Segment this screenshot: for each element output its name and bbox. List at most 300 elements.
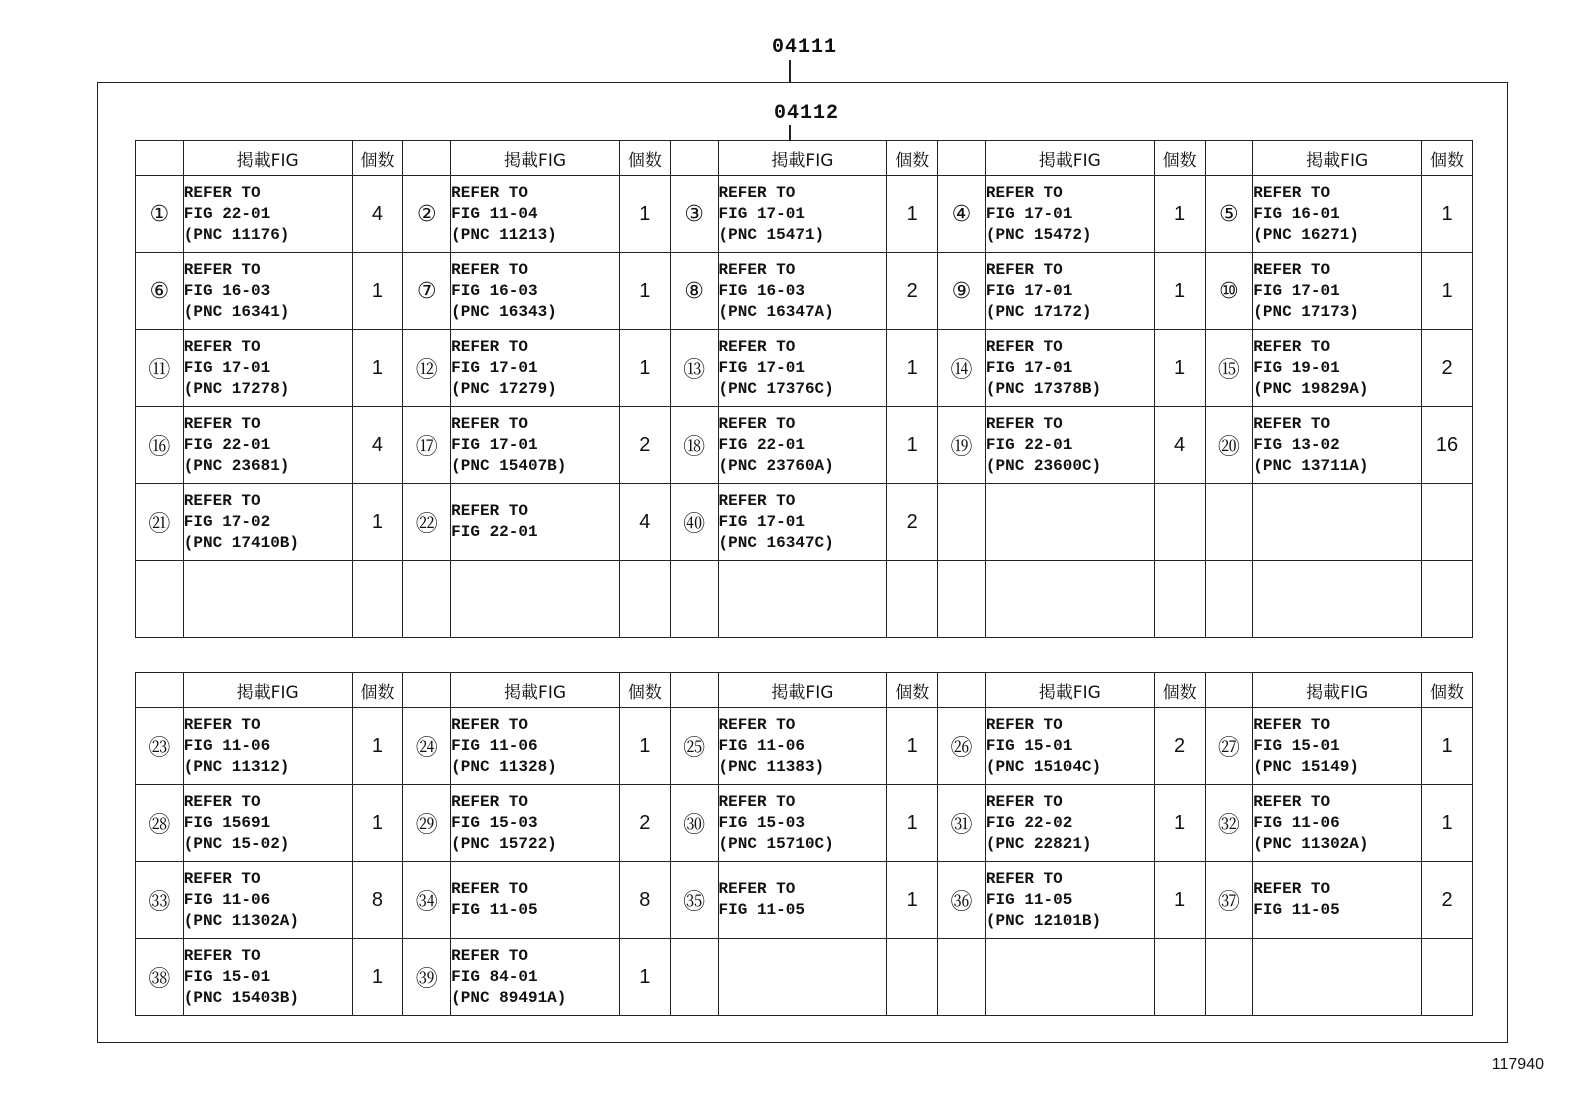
quantity: 1 xyxy=(1422,253,1473,330)
table-row xyxy=(136,862,1473,939)
quantity xyxy=(1154,939,1205,1016)
figure-reference xyxy=(985,785,1154,862)
reference-line: (PNC 16271) xyxy=(1253,225,1359,244)
reference-line: REFER TO xyxy=(1253,260,1331,279)
reference-line: REFER TO xyxy=(183,414,261,433)
figure-reference xyxy=(451,862,620,939)
figure-reference xyxy=(183,484,352,561)
header-blank xyxy=(670,673,718,708)
figure-reference xyxy=(183,785,352,862)
quantity: 2 xyxy=(1422,330,1473,407)
header-blank xyxy=(136,141,184,176)
header-blank xyxy=(670,141,718,176)
table-header-row xyxy=(136,673,1473,708)
figure-reference xyxy=(985,862,1154,939)
figure-reference xyxy=(183,561,352,638)
reference-line: FIG 17-01 xyxy=(985,204,1073,223)
header-blank xyxy=(938,673,986,708)
quantity: 2 xyxy=(1154,708,1205,785)
reference-line: REFER TO xyxy=(1253,715,1331,734)
item-number: ㉒ xyxy=(403,484,451,561)
reference-line: REFER TO xyxy=(451,183,528,202)
item-number: ㉛ xyxy=(938,785,986,862)
table-row xyxy=(136,785,1473,862)
item-number xyxy=(938,484,986,561)
reference-line: (PNC 22821) xyxy=(985,834,1092,853)
figure-reference xyxy=(985,484,1154,561)
reference-line: (PNC 11328) xyxy=(451,757,557,776)
reference-line: REFER TO xyxy=(183,946,261,965)
item-number: ㉞ xyxy=(403,862,451,939)
reference-line: (PNC 11383) xyxy=(718,757,825,776)
quantity: 1 xyxy=(619,939,670,1016)
figure-reference xyxy=(718,862,887,939)
quantity xyxy=(619,561,670,638)
reference-line: REFER TO xyxy=(985,183,1063,202)
reference-line: (PNC 15104C) xyxy=(985,757,1102,776)
reference-line: REFER TO xyxy=(451,715,528,734)
reference-line: REFER TO xyxy=(1253,183,1331,202)
header-fig: 掲載FIG xyxy=(451,673,620,708)
reference-line: (PNC 15407B) xyxy=(451,456,567,475)
item-number: ㉙ xyxy=(403,785,451,862)
quantity: 1 xyxy=(887,708,938,785)
reference-line: FIG 22-01 xyxy=(985,435,1073,454)
reference-line: (PNC 23760A) xyxy=(718,456,834,475)
reference-line: REFER TO xyxy=(718,792,796,811)
item-number: ㊲ xyxy=(1205,862,1253,939)
item-number: ㉓ xyxy=(136,708,184,785)
reference-line: REFER TO xyxy=(985,260,1063,279)
table-row xyxy=(136,484,1473,561)
quantity: 1 xyxy=(1422,785,1473,862)
reference-line: (PNC 17278) xyxy=(183,379,290,398)
item-number xyxy=(1205,939,1253,1016)
quantity: 8 xyxy=(352,862,403,939)
quantity: 1 xyxy=(352,330,403,407)
reference-line: FIG 17-02 xyxy=(183,512,271,531)
reference-line: REFER TO xyxy=(451,880,528,898)
header-qty: 個数 xyxy=(887,673,938,708)
figure-reference xyxy=(985,330,1154,407)
reference-line: (PNC 15149) xyxy=(1253,757,1359,776)
header-fig: 掲載FIG xyxy=(985,141,1154,176)
reference-line: (PNC 17378B) xyxy=(985,379,1102,398)
table-row xyxy=(136,253,1473,330)
quantity: 1 xyxy=(352,484,403,561)
figure-reference xyxy=(451,253,620,330)
reference-line: REFER TO xyxy=(985,414,1063,433)
figure-reference xyxy=(718,785,887,862)
reference-line: FIG 22-01 xyxy=(451,523,538,541)
table-row xyxy=(136,939,1473,1016)
item-number: ㉚ xyxy=(670,785,718,862)
figure-reference xyxy=(183,862,352,939)
figure-reference xyxy=(718,484,887,561)
quantity: 1 xyxy=(352,708,403,785)
figure-reference xyxy=(985,708,1154,785)
reference-line: (PNC 13711A) xyxy=(1253,456,1369,475)
header-blank xyxy=(136,673,184,708)
quantity: 1 xyxy=(1154,253,1205,330)
item-number: ① xyxy=(136,176,184,253)
reference-line: REFER TO xyxy=(451,337,528,356)
reference-line: (PNC 19829A) xyxy=(1253,379,1369,398)
item-number xyxy=(403,561,451,638)
reference-line: (PNC 89491A) xyxy=(451,988,567,1007)
quantity xyxy=(352,561,403,638)
header-qty: 個数 xyxy=(352,673,403,708)
quantity: 1 xyxy=(352,939,403,1016)
illustration-code: 117940 xyxy=(1491,1056,1544,1073)
item-number: ⑱ xyxy=(670,407,718,484)
quantity: 4 xyxy=(619,484,670,561)
figure-reference xyxy=(1253,939,1422,1016)
figure-reference xyxy=(1253,176,1422,253)
header-fig: 掲載FIG xyxy=(1253,141,1422,176)
quantity: 1 xyxy=(1154,862,1205,939)
reference-line: REFER TO xyxy=(985,869,1063,888)
reference-line: (PNC 17410B) xyxy=(183,533,299,552)
reference-line: (PNC 15472) xyxy=(985,225,1092,244)
reference-line: (PNC 12101B) xyxy=(985,911,1102,930)
reference-line: REFER TO xyxy=(985,792,1063,811)
header-qty: 個数 xyxy=(1154,141,1205,176)
quantity xyxy=(1422,561,1473,638)
reference-line: (PNC 17173) xyxy=(1253,302,1359,321)
quantity: 1 xyxy=(619,330,670,407)
reference-line: FIG 11-06 xyxy=(718,736,805,755)
figure-reference xyxy=(1253,484,1422,561)
figure-reference xyxy=(183,939,352,1016)
figure-reference xyxy=(183,253,352,330)
assembly-code-04112: 04112 xyxy=(774,102,840,125)
figure-reference xyxy=(1253,785,1422,862)
figure-reference xyxy=(718,939,887,1016)
item-number: ⑨ xyxy=(938,253,986,330)
item-number xyxy=(670,939,718,1016)
reference-line: FIG 11-06 xyxy=(1253,813,1340,832)
reference-line: FIG 17-01 xyxy=(985,281,1073,300)
header-qty: 個数 xyxy=(1154,673,1205,708)
header-blank xyxy=(403,673,451,708)
quantity: 1 xyxy=(352,253,403,330)
figure-reference xyxy=(718,561,887,638)
item-number: ⑩ xyxy=(1205,253,1253,330)
reference-line: FIG 22-01 xyxy=(718,435,805,454)
figure-reference xyxy=(1253,862,1422,939)
figure-reference xyxy=(1253,330,1422,407)
quantity xyxy=(887,561,938,638)
reference-line: FIG 11-05 xyxy=(985,890,1073,909)
figure-reference xyxy=(451,939,620,1016)
reference-line: (PNC 17279) xyxy=(451,379,557,398)
item-number: ⑬ xyxy=(670,330,718,407)
reference-line: (PNC 11213) xyxy=(451,225,557,244)
reference-line: FIG 15-03 xyxy=(451,813,538,832)
reference-line: FIG 16-03 xyxy=(183,281,271,300)
quantity xyxy=(1422,939,1473,1016)
figure-reference xyxy=(451,176,620,253)
header-fig: 掲載FIG xyxy=(985,673,1154,708)
reference-line: REFER TO xyxy=(718,715,796,734)
item-number: ⑲ xyxy=(938,407,986,484)
item-number: ⑪ xyxy=(136,330,184,407)
reference-line: FIG 15-01 xyxy=(1253,736,1340,755)
reference-line: (PNC 17376C) xyxy=(718,379,834,398)
figure-reference xyxy=(183,330,352,407)
reference-line: REFER TO xyxy=(451,414,528,433)
reference-line: (PNC 15-02) xyxy=(183,834,290,853)
quantity: 1 xyxy=(352,785,403,862)
reference-line: (PNC 15471) xyxy=(718,225,825,244)
quantity: 4 xyxy=(352,407,403,484)
reference-line: FIG 15-03 xyxy=(718,813,805,832)
reference-line: REFER TO xyxy=(183,337,261,356)
reference-line: FIG 17-01 xyxy=(451,435,538,454)
reference-line: (PNC 11302A) xyxy=(1253,834,1369,853)
figure-reference xyxy=(985,253,1154,330)
reference-line: FIG 17-01 xyxy=(183,358,271,377)
reference-line: (PNC 16347A) xyxy=(718,302,834,321)
figure-reference xyxy=(183,407,352,484)
table-row xyxy=(136,708,1473,785)
reference-line: REFER TO xyxy=(1253,337,1331,356)
quantity xyxy=(1154,561,1205,638)
header-qty: 個数 xyxy=(619,141,670,176)
item-number xyxy=(1205,561,1253,638)
figure-reference xyxy=(985,939,1154,1016)
figure-reference xyxy=(985,407,1154,484)
figure-reference xyxy=(183,708,352,785)
reference-line: FIG 22-01 xyxy=(183,435,271,454)
item-number: ㊳ xyxy=(136,939,184,1016)
item-number: ㉑ xyxy=(136,484,184,561)
reference-line: FIG 17-01 xyxy=(985,358,1073,377)
item-number: ㊱ xyxy=(938,862,986,939)
reference-line: (PNC 17172) xyxy=(985,302,1092,321)
reference-line: FIG 17-01 xyxy=(718,358,805,377)
figure-reference xyxy=(451,708,620,785)
header-fig: 掲載FIG xyxy=(718,673,887,708)
item-number xyxy=(1205,484,1253,561)
quantity: 4 xyxy=(352,176,403,253)
reference-line: FIG 84-01 xyxy=(451,967,538,986)
reference-line: FIG 11-06 xyxy=(183,890,271,909)
header-qty: 個数 xyxy=(1422,673,1473,708)
reference-line: (PNC 11176) xyxy=(183,225,290,244)
item-number: ⑦ xyxy=(403,253,451,330)
quantity: 1 xyxy=(887,330,938,407)
header-fig: 掲載FIG xyxy=(451,141,620,176)
reference-line: REFER TO xyxy=(1253,792,1331,811)
reference-line: REFER TO xyxy=(718,260,796,279)
item-number: ⑭ xyxy=(938,330,986,407)
reference-line: (PNC 15403B) xyxy=(183,988,299,1007)
header-qty: 個数 xyxy=(1422,141,1473,176)
item-number: ㉖ xyxy=(938,708,986,785)
figure-reference xyxy=(985,561,1154,638)
figure-reference xyxy=(718,330,887,407)
reference-line: FIG 16-03 xyxy=(451,281,538,300)
reference-line: REFER TO xyxy=(718,337,796,356)
quantity: 4 xyxy=(1154,407,1205,484)
table-header-row xyxy=(136,141,1473,176)
reference-line: REFER TO xyxy=(183,715,261,734)
quantity xyxy=(887,939,938,1016)
figure-reference xyxy=(718,407,887,484)
quantity: 1 xyxy=(619,708,670,785)
parts-table-bottom xyxy=(135,672,1473,1016)
reference-line: (PNC 23600C) xyxy=(985,456,1102,475)
figure-reference xyxy=(718,253,887,330)
item-number: ㉔ xyxy=(403,708,451,785)
item-number: ㉘ xyxy=(136,785,184,862)
reference-line: (PNC 16347C) xyxy=(718,533,834,552)
quantity: 1 xyxy=(887,785,938,862)
quantity xyxy=(1154,484,1205,561)
header-fig: 掲載FIG xyxy=(183,673,352,708)
item-number: ㉗ xyxy=(1205,708,1253,785)
reference-line: REFER TO xyxy=(451,502,528,520)
header-blank xyxy=(1205,673,1253,708)
figure-reference xyxy=(1253,561,1422,638)
reference-line: REFER TO xyxy=(985,715,1063,734)
table-row xyxy=(136,176,1473,253)
reference-line: FIG 11-04 xyxy=(451,204,538,223)
item-number: ㊴ xyxy=(403,939,451,1016)
header-blank xyxy=(1205,141,1253,176)
reference-line: REFER TO xyxy=(718,183,796,202)
figure-reference xyxy=(1253,407,1422,484)
reference-line: REFER TO xyxy=(183,869,261,888)
quantity: 1 xyxy=(1154,785,1205,862)
reference-line: (PNC 15710C) xyxy=(718,834,834,853)
reference-line: FIG 11-06 xyxy=(451,736,538,755)
reference-line: FIG 16-01 xyxy=(1253,204,1340,223)
header-qty: 個数 xyxy=(352,141,403,176)
item-number: ⑮ xyxy=(1205,330,1253,407)
item-number xyxy=(938,561,986,638)
reference-line: REFER TO xyxy=(1253,414,1331,433)
item-number: ④ xyxy=(938,176,986,253)
reference-line: REFER TO xyxy=(183,183,261,202)
item-number: ⑯ xyxy=(136,407,184,484)
reference-line: REFER TO xyxy=(1253,880,1331,898)
item-number: ⑧ xyxy=(670,253,718,330)
figure-reference xyxy=(451,785,620,862)
reference-line: (PNC 16343) xyxy=(451,302,557,321)
quantity: 1 xyxy=(887,176,938,253)
figure-reference xyxy=(985,176,1154,253)
reference-line: FIG 11-05 xyxy=(1253,901,1340,919)
reference-line: FIG 16-03 xyxy=(718,281,805,300)
quantity xyxy=(1422,484,1473,561)
reference-line: FIG 11-05 xyxy=(718,901,805,919)
item-number: ㉟ xyxy=(670,862,718,939)
reference-line: REFER TO xyxy=(183,792,261,811)
quantity: 1 xyxy=(1154,330,1205,407)
figure-reference xyxy=(718,176,887,253)
header-qty: 個数 xyxy=(887,141,938,176)
reference-line: FIG 11-05 xyxy=(451,901,538,919)
reference-line: REFER TO xyxy=(451,946,528,965)
header-fig: 掲載FIG xyxy=(718,141,887,176)
quantity: 2 xyxy=(887,484,938,561)
figure-reference xyxy=(451,484,620,561)
quantity: 1 xyxy=(887,407,938,484)
reference-line: REFER TO xyxy=(718,491,796,510)
item-number: ⑳ xyxy=(1205,407,1253,484)
reference-line: FIG 17-01 xyxy=(1253,281,1340,300)
quantity: 8 xyxy=(619,862,670,939)
figure-reference xyxy=(451,407,620,484)
quantity: 2 xyxy=(1422,862,1473,939)
reference-line: FIG 11-06 xyxy=(183,736,271,755)
leader-line-inner xyxy=(789,125,791,140)
reference-line: FIG 15691 xyxy=(183,813,271,832)
item-number: ㉜ xyxy=(1205,785,1253,862)
item-number: ③ xyxy=(670,176,718,253)
reference-line: FIG 15-01 xyxy=(183,967,271,986)
figure-reference xyxy=(451,561,620,638)
reference-line: REFER TO xyxy=(183,260,261,279)
figure-reference xyxy=(451,330,620,407)
quantity: 1 xyxy=(619,176,670,253)
reference-line: FIG 17-01 xyxy=(718,204,805,223)
quantity: 1 xyxy=(1422,176,1473,253)
item-number: ㉝ xyxy=(136,862,184,939)
reference-line: REFER TO xyxy=(718,880,796,898)
item-number xyxy=(136,561,184,638)
assembly-code-04111: 04111 xyxy=(772,36,838,59)
reference-line: FIG 13-02 xyxy=(1253,435,1340,454)
reference-line: FIG 22-02 xyxy=(985,813,1073,832)
table-row xyxy=(136,561,1473,638)
item-number: ② xyxy=(403,176,451,253)
item-number xyxy=(938,939,986,1016)
figure-reference xyxy=(1253,253,1422,330)
quantity: 1 xyxy=(1154,176,1205,253)
reference-line: (PNC 11302A) xyxy=(183,911,299,930)
header-blank xyxy=(403,141,451,176)
item-number: ㉕ xyxy=(670,708,718,785)
quantity: 2 xyxy=(619,407,670,484)
item-number xyxy=(670,561,718,638)
reference-line: FIG 15-01 xyxy=(985,736,1073,755)
header-fig: 掲載FIG xyxy=(183,141,352,176)
header-blank xyxy=(938,141,986,176)
item-number: ⑤ xyxy=(1205,176,1253,253)
reference-line: FIG 22-01 xyxy=(183,204,271,223)
reference-line: REFER TO xyxy=(985,337,1063,356)
reference-line: (PNC 16341) xyxy=(183,302,290,321)
quantity: 1 xyxy=(1422,708,1473,785)
reference-line: (PNC 23681) xyxy=(183,456,290,475)
item-number: ⑫ xyxy=(403,330,451,407)
table-row xyxy=(136,407,1473,484)
figure-reference xyxy=(183,176,352,253)
item-number: ⑰ xyxy=(403,407,451,484)
quantity: 1 xyxy=(619,253,670,330)
reference-line: REFER TO xyxy=(451,792,528,811)
parts-table-top xyxy=(135,140,1473,638)
reference-line: REFER TO xyxy=(718,414,796,433)
quantity: 2 xyxy=(619,785,670,862)
reference-line: FIG 17-01 xyxy=(718,512,805,531)
reference-line: FIG 17-01 xyxy=(451,358,538,377)
header-qty: 個数 xyxy=(619,673,670,708)
